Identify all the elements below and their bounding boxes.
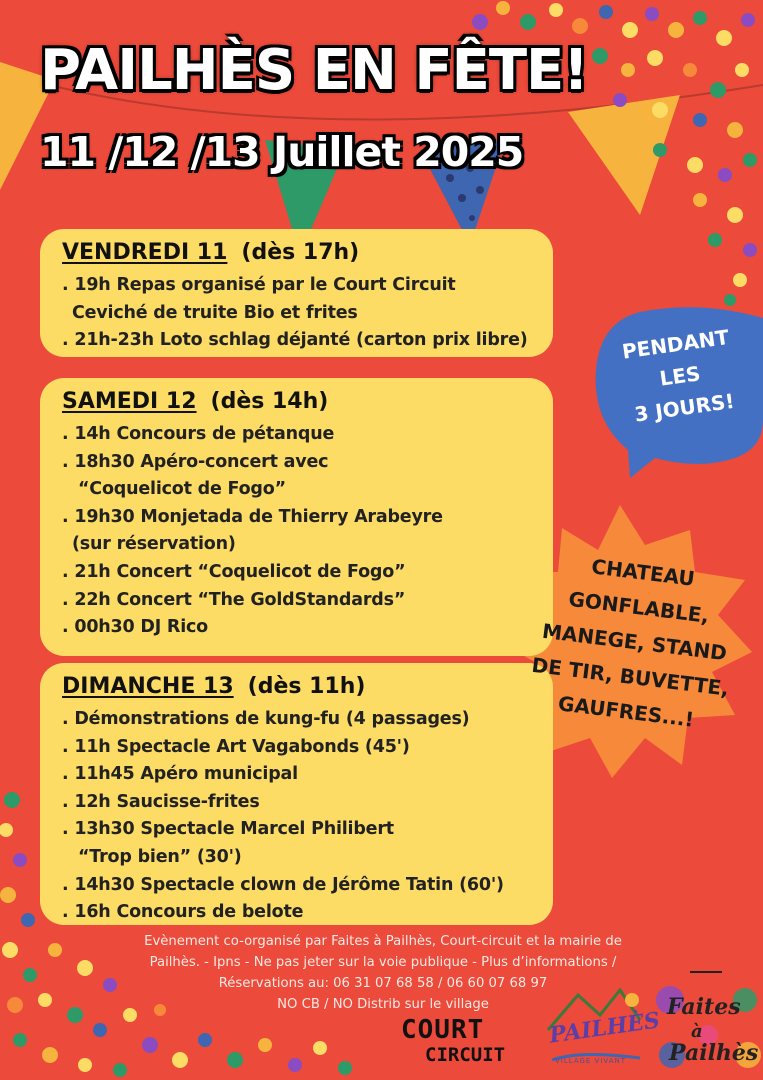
sunday-items xyxy=(62,706,553,927)
saturday-heading xyxy=(62,388,553,416)
program-item: (sur réservation) xyxy=(72,534,236,555)
program-item: . 11h Spectacle Art Vagabonds (45') xyxy=(62,736,410,757)
friday-program xyxy=(40,229,553,357)
pailhes-logo-subtitle: VILLAGE VIVANT xyxy=(555,1057,627,1065)
friday-time: (dès 17h) xyxy=(241,240,360,265)
friday-heading xyxy=(62,239,553,267)
pailhes-logo xyxy=(545,985,662,1075)
program-item: . Démonstrations de kung-fu (4 passages) xyxy=(62,709,470,729)
program-item: “Trop bien” (30') xyxy=(78,846,242,867)
friday-day: VENDREDI 11 xyxy=(62,240,228,265)
bubble-line: 3 JOURS! xyxy=(633,388,736,427)
burst-line: DE TIR, BUVETTE, xyxy=(530,652,731,701)
faites-logo-line3: Pailhès xyxy=(669,1040,759,1066)
program-item: . 16h Concours de belote xyxy=(62,902,304,923)
footer-line: NO CB / NO Distrib sur le village xyxy=(277,997,489,1012)
program-item: . 12h Saucisse-frites xyxy=(62,791,260,812)
footer-line: Pailhès. - Ipns - Ne pas jeter sur la voie publique - Plus d’informations / xyxy=(149,955,617,970)
event-dates: 11 /12 /13 Juillet 2025 xyxy=(40,128,524,176)
program-item: . 18h30 Apéro-concert avec xyxy=(62,451,329,472)
program-item: . 21h Concert “Coquelicot de Fogo” xyxy=(62,561,406,582)
program-item: . 13h30 Spectacle Marcel Philibert xyxy=(62,819,394,840)
program-item: . 21h-23h Loto schlag déjanté (carton prix libre) xyxy=(62,330,528,351)
faites-a-pailhes-logo xyxy=(655,990,760,1078)
program-item: “Coquelicot de Fogo” xyxy=(78,479,286,500)
sunday-program xyxy=(40,663,553,925)
friday-items xyxy=(62,272,553,355)
court-circuit-logo-line1: COURT xyxy=(401,1015,485,1045)
faites-logo-line2: à xyxy=(691,1021,703,1042)
program-item: . 19h30 Monjetada de Thierry Arabeyre xyxy=(62,506,443,527)
bubble-line: PENDANT xyxy=(620,324,731,364)
program-item: . 14h Concours de pétanque xyxy=(62,424,335,444)
saturday-program xyxy=(40,378,553,656)
faites-logo-line1: Faites xyxy=(667,994,741,1020)
saturday-items xyxy=(62,421,553,642)
starburst-text xyxy=(512,542,757,743)
saturday-time: (dès 14h) xyxy=(210,389,329,414)
pailhes-logo-name: PAILHÈS xyxy=(547,1007,662,1049)
sunday-heading xyxy=(62,673,553,701)
court-circuit-logo xyxy=(395,1015,530,1070)
sunday-time: (dès 11h) xyxy=(247,674,366,699)
saturday-day: SAMEDI 12 xyxy=(62,389,197,414)
program-item: . 22h Concert “The GoldStandards” xyxy=(62,589,406,610)
burst-line: MANEGE, STAND xyxy=(540,618,729,666)
poster-title: PAILHÈS EN FÊTE! xyxy=(40,38,588,103)
court-circuit-logo-line2: CIRCUIT xyxy=(425,1044,506,1066)
program-item: . 00h30 DJ Rico xyxy=(62,617,208,638)
sunday-day: DIMANCHE 13 xyxy=(62,674,234,699)
burst-line: GONFLABLE, xyxy=(567,586,711,628)
program-item: . 14h30 Spectacle clown de Jérôme Tatin (60') xyxy=(62,874,504,895)
program-item: . 11h45 Apéro municipal xyxy=(62,764,298,785)
footer-line: Evènement co-organisé par Faites à Pailhès, Court-circuit et la mairie de xyxy=(144,934,622,949)
program-item: Ceviché de truite Bio et frites xyxy=(72,302,358,323)
burst-line: CHATEAU xyxy=(590,554,697,591)
burst-line: GAUFRES...! xyxy=(556,691,696,732)
footer-line: Réservations au: 06 31 07 68 58 / 06 60 07 68 97 xyxy=(218,976,548,991)
bubble-line: LES xyxy=(658,361,702,391)
program-item: . 19h Repas organisé par le Court Circuit xyxy=(62,275,456,295)
